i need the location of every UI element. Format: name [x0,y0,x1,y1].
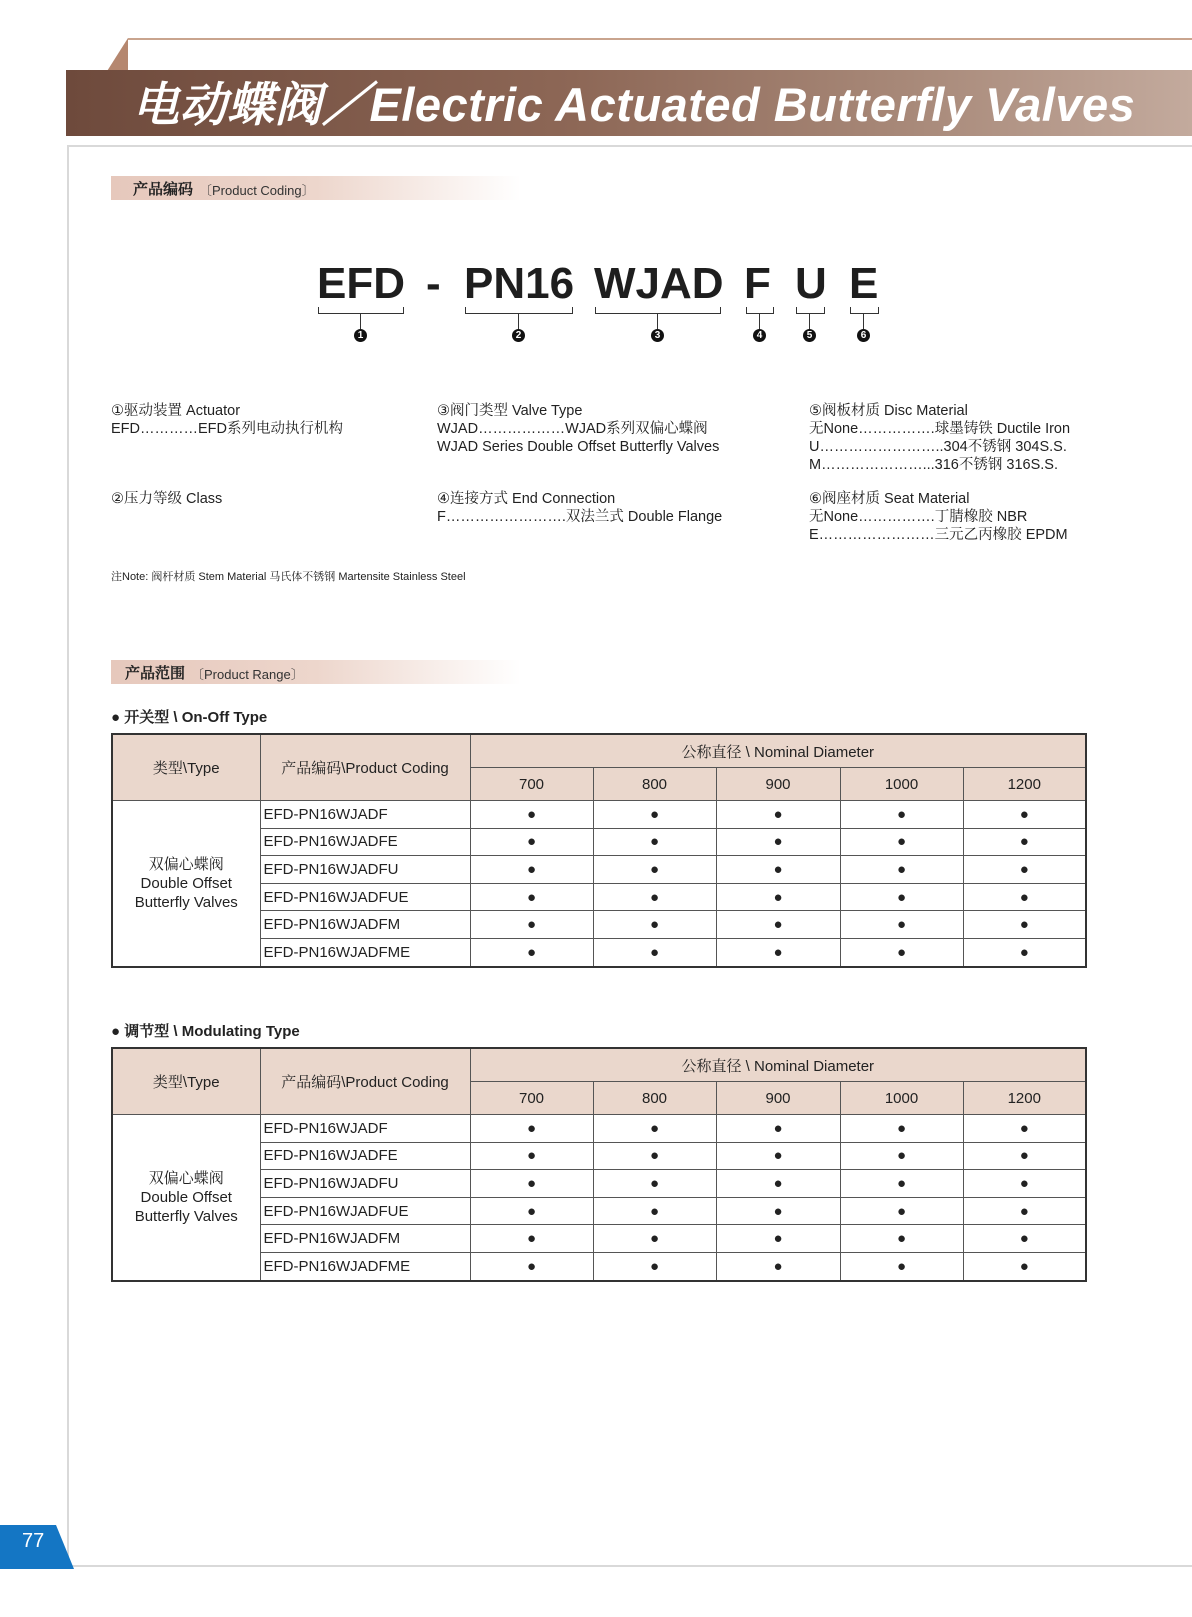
availability-dot: ● [470,1252,593,1280]
product-range-subtitle: 〔Product Range〕 [191,667,304,682]
product-code-cell: EFD-PN16WJADFM [260,1225,470,1253]
product-code-cell: EFD-PN16WJADFU [260,856,470,884]
product-coding-subtitle: 〔Product Coding〕 [199,183,315,198]
col-code-header: 产品编码\Product Coding [260,734,470,801]
end-connection-line: F…………………….双法兰式 Double Flange [437,509,723,525]
modulating-range-table [111,1047,1087,1282]
on-off-range-table [111,733,1087,968]
type-cell [112,801,260,967]
diameter-header: 1200 [963,768,1086,801]
product-code-cell: EFD-PN16WJADFUE [260,883,470,911]
type-en-line2: Butterfly Valves [134,893,238,911]
availability-dot: ● [963,1142,1086,1170]
availability-dot: ● [840,1142,963,1170]
diameter-header: 1200 [963,1082,1086,1115]
actuator-description [111,402,343,438]
page-title: 电动蝶阀／Electric Actuated Butterfly Valves [132,78,1136,131]
diameter-header: 900 [716,1082,840,1115]
availability-dot: ● [470,1142,593,1170]
availability-dot: ● [963,828,1086,856]
availability-dot: ● [593,1252,716,1280]
disc-material-line: U……………………..304不锈钢 304S.S. [809,439,1067,455]
product-range-title: 产品范围 [125,665,186,682]
availability-dot: ● [716,828,840,856]
type-en-line1: Double Offset [140,874,232,892]
availability-dot: ● [470,938,593,966]
availability-dot: ● [470,828,593,856]
availability-dot: ● [716,1252,840,1280]
bracket-6 [850,307,879,314]
code-part-class: PN16 [464,259,575,308]
stem-6 [863,313,864,329]
product-coding-title: 产品编码 [133,181,194,198]
stem-material-note: 注Note: 阀杆材质 Stem Material 马氏体不锈钢 Martensite Stainless Steel [111,571,466,583]
stem-5 [809,313,810,329]
availability-dot: ● [716,938,840,966]
stem-3 [657,313,658,329]
availability-dot: ● [963,883,1086,911]
col-nominal-header: 公称直径 \ Nominal Diameter [470,734,1086,768]
product-code-cell: EFD-PN16WJADFME [260,938,470,966]
product-code-cell: EFD-PN16WJADFUE [260,1197,470,1225]
availability-dot: ● [470,801,593,829]
availability-dot: ● [470,1197,593,1225]
code-part-valve-type: WJAD [594,259,724,308]
availability-dot: ● [593,1115,716,1143]
availability-dot: ● [716,1142,840,1170]
product-code-cell: EFD-PN16WJADFE [260,1142,470,1170]
class-description [111,490,222,508]
number-badge-3: 3 [651,329,664,342]
availability-dot: ● [716,1170,840,1198]
availability-dot: ● [470,1115,593,1143]
product-code-cell: EFD-PN16WJADFU [260,1170,470,1198]
availability-dot: ● [716,1115,840,1143]
availability-dot: ● [840,1115,963,1143]
col-nominal-header: 公称直径 \ Nominal Diameter [470,1048,1086,1082]
code-part-dash: - [426,259,441,308]
availability-dot: ● [716,883,840,911]
type-zh: 双偏心蝶阀 [148,855,224,873]
type-cell [112,1115,260,1281]
bracket-2 [465,307,573,314]
class-heading: ②压力等级 Class [111,491,223,507]
availability-dot: ● [840,1225,963,1253]
table-row [112,801,1086,829]
availability-dot: ● [470,911,593,939]
availability-dot: ● [593,1142,716,1170]
product-code-cell: EFD-PN16WJADF [260,801,470,829]
disc-material-line: M…………………...316不锈钢 316S.S. [809,457,1058,473]
availability-dot: ● [716,911,840,939]
availability-dot: ● [716,801,840,829]
valve-type-line: WJAD Series Double Offset Butterfly Valves [437,439,720,455]
type-zh: 双偏心蝶阀 [148,1169,224,1187]
on-off-type-title: ● 开关型 \ On-Off Type [111,709,268,726]
diameter-header: 800 [593,768,716,801]
product-code-cell: EFD-PN16WJADFME [260,1252,470,1280]
availability-dot: ● [470,883,593,911]
availability-dot: ● [840,1170,963,1198]
valve-type-description [437,402,719,456]
seat-material-line: E……………………三元乙丙橡胶 EPDM [809,527,1068,543]
disc-material-heading: ⑤阀板材质 Disc Material [809,403,968,419]
number-badge-2: 2 [512,329,525,342]
seat-material-description [809,490,1068,544]
availability-dot: ● [593,856,716,884]
seat-material-line: 无None…………….丁腈橡胶 NBR [809,509,1028,525]
availability-dot: ● [963,1170,1086,1198]
diameter-header: 1000 [840,1082,963,1115]
availability-dot: ● [840,883,963,911]
availability-dot: ● [963,801,1086,829]
actuator-line: EFD…………EFD系列电动执行机构 [111,421,343,437]
availability-dot: ● [470,1225,593,1253]
diameter-header: 800 [593,1082,716,1115]
col-type-header: 类型\Type [112,1048,260,1115]
availability-dot: ● [593,1197,716,1225]
product-coding-header [111,176,521,200]
number-badge-1: 1 [354,329,367,342]
product-code-cell: EFD-PN16WJADF [260,1115,470,1143]
valve-type-line: WJAD………………WJAD系列双偏心蝶阀 [437,421,708,437]
availability-dot: ● [840,911,963,939]
stem-1 [360,313,361,329]
diameter-header: 900 [716,768,840,801]
availability-dot: ● [593,801,716,829]
availability-dot: ● [593,911,716,939]
availability-dot: ● [840,1252,963,1280]
availability-dot: ● [593,1225,716,1253]
disc-material-line: 无None…………….球墨铸铁 Ductile Iron [809,421,1071,437]
table-row [112,1115,1086,1143]
availability-dot: ● [593,1170,716,1198]
type-en-line2: Butterfly Valves [134,1207,238,1225]
end-connection-heading: ④连接方式 End Connection [437,491,616,507]
seat-material-heading: ⑥阀座材质 Seat Material [809,491,970,507]
bracket-3 [595,307,721,314]
availability-dot: ● [840,828,963,856]
availability-dot: ● [840,856,963,884]
availability-dot: ● [470,856,593,884]
product-code-cell: EFD-PN16WJADFE [260,828,470,856]
availability-dot: ● [716,1225,840,1253]
code-part-disc: U [795,259,827,308]
availability-dot: ● [840,801,963,829]
end-connection-description [437,490,722,526]
disc-material-description [809,402,1070,474]
availability-dot: ● [963,938,1086,966]
availability-dot: ● [840,938,963,966]
availability-dot: ● [840,1197,963,1225]
diameter-header: 1000 [840,768,963,801]
footer-line [74,1565,1192,1567]
col-code-header: 产品编码\Product Coding [260,1048,470,1115]
valve-type-heading: ③阀门类型 Valve Type [437,403,583,419]
number-badge-6: 6 [857,329,870,342]
code-part-connection: F [744,259,771,308]
availability-dot: ● [963,1115,1086,1143]
bracket-4 [746,307,774,314]
diameter-header: 700 [470,768,593,801]
banner-top-line [128,38,1192,40]
actuator-heading: ①驱动装置 Actuator [111,403,241,419]
type-en-line1: Double Offset [140,1188,232,1206]
availability-dot: ● [963,1225,1086,1253]
availability-dot: ● [593,938,716,966]
availability-dot: ● [593,883,716,911]
availability-dot: ● [963,856,1086,884]
availability-dot: ● [716,1197,840,1225]
stem-2 [518,313,519,329]
availability-dot: ● [963,911,1086,939]
availability-dot: ● [716,856,840,884]
modulating-type-title: ● 调节型 \ Modulating Type [111,1023,300,1040]
col-type-header: 类型\Type [112,734,260,801]
code-part-seat: E [849,259,879,308]
availability-dot: ● [470,1170,593,1198]
product-code-cell: EFD-PN16WJADFM [260,911,470,939]
page-number: 77 [22,1530,45,1552]
number-badge-4: 4 [753,329,766,342]
number-badge-5: 5 [803,329,816,342]
bracket-1 [318,307,404,314]
stem-4 [759,313,760,329]
product-range-header [111,660,521,684]
bracket-5 [796,307,825,314]
availability-dot: ● [963,1197,1086,1225]
availability-dot: ● [593,828,716,856]
diameter-header: 700 [470,1082,593,1115]
availability-dot: ● [963,1252,1086,1280]
code-part-actuator: EFD [317,259,405,308]
